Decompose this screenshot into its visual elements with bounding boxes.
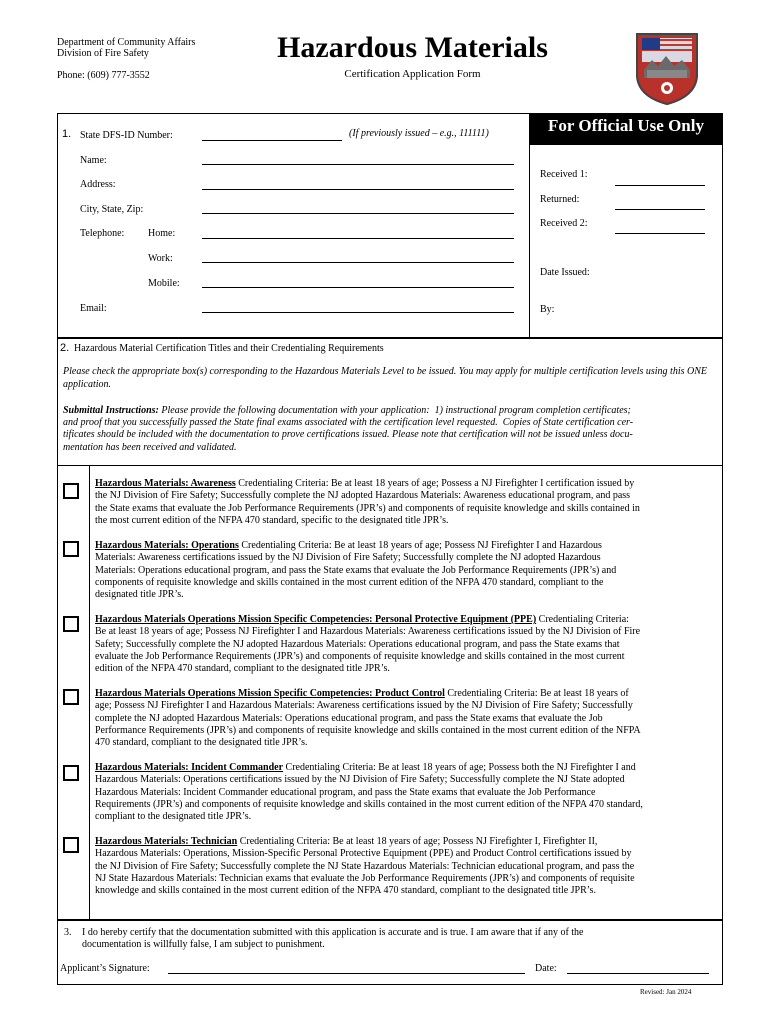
email-label: Email: <box>80 303 107 314</box>
cert-line: components of requisite knowledge and skills contained in the most current edition of the NFPA 470 standard, compliant to the <box>95 576 604 588</box>
received-1-label: Received 1: <box>540 169 588 180</box>
cert-title: Hazardous Materials Operations Mission Specific Competencies: Product Control <box>95 688 445 699</box>
cert-line: Credentialing Criteria: Be at least 18 years of <box>444 688 629 699</box>
returned-label: Returned: <box>540 194 580 205</box>
cert-line: the most current edition of the NFPA 470 standard, specific to the designated title JPR’s. <box>95 514 449 526</box>
cert-line: complete the NJ adopted Hazardous Materials: Operations educational program, and pass the State exams that evaluate the Job <box>95 712 603 724</box>
received-2-label: Received 2: <box>540 218 588 229</box>
cert-line: edition of the NFPA 470 standard, compliant to the designated title JPR’s. <box>95 663 390 675</box>
by-label: By: <box>540 304 555 315</box>
section-1-number: 1. <box>62 128 72 140</box>
cert-line: Requirements (JPR’s) and components of requisite knowledge and skills contained in the most current edition of the NFPA 470 standard, <box>95 798 643 810</box>
cert-line: age; Possess NJ Firefighter I and Hazardous Materials: Awareness certifications issued by the NJ Division of Fire Safety; Successfully <box>95 700 633 712</box>
statement-line-1: I do hereby certify that the documentation submitted with this application is accurate and is true. I am aware that if any of the <box>82 927 584 938</box>
cert-line: the State exams that evaluate the Job Performance Requirements (JPR’s) and components of requisite knowledge and skills contained in <box>95 502 640 514</box>
cert-line: Be at least 18 years of age; Possess NJ Firefighter I and Hazardous Materials: Awareness certifications issued by the NJ Division of Fire <box>95 626 641 638</box>
cert-ppe <box>95 614 720 675</box>
section-2-heading: Hazardous Material Certification Titles and their Credentialing Requirements <box>74 343 384 354</box>
cert-title: Hazardous Materials: Awareness <box>95 478 236 489</box>
received-2-field[interactable] <box>615 233 705 234</box>
phone-line <box>57 70 150 81</box>
cert-title: Hazardous Materials: Technician <box>95 836 238 847</box>
address-label: Address: <box>80 179 116 190</box>
awareness-checkbox[interactable] <box>63 483 79 499</box>
telephone-label: Telephone: <box>80 228 125 239</box>
address-field[interactable] <box>202 189 514 190</box>
date-issued-label: Date Issued: <box>540 267 590 278</box>
name-label: Name: <box>80 155 107 166</box>
cert-line: NJ State Hazardous Materials: Technician exams that evaluate the Job Performance Requirements (JPR’s) and components of requisite <box>95 872 635 884</box>
returned-field[interactable] <box>615 209 705 210</box>
ppe-checkbox[interactable] <box>63 616 79 632</box>
date-label: Date: <box>535 963 557 974</box>
section-divider <box>57 465 723 466</box>
cert-line: Hazardous Materials: Incident Commander educational program, and pass the State exams that evaluate the Job Performance <box>95 786 596 798</box>
revised-date: Revised: Jan 2024 <box>640 988 692 996</box>
page-title: Hazardous Materials <box>277 31 548 64</box>
cert-technician <box>95 836 720 897</box>
cert-title: Hazardous Materials Operations Mission Specific Competencies: Personal Protective Equipment (PPE) <box>95 614 537 625</box>
incident-commander-checkbox[interactable] <box>63 765 79 781</box>
submittal-line: mentation has been received and validated. <box>63 441 237 453</box>
cert-line: Credentialing Criteria: Be at least 18 years of age; Possess NJ Firefighter I and Hazardous <box>238 540 602 551</box>
cert-line: knowledge and skills contained in the most current edition of the NFPA 470 standard, compliant to the designated title JPR’s. <box>95 885 596 897</box>
home-phone-field[interactable] <box>202 238 514 239</box>
work-phone-field[interactable] <box>202 262 514 263</box>
phone-label: Phone: <box>57 70 85 81</box>
official-use-title: For Official Use Only <box>530 114 722 145</box>
email-field[interactable] <box>202 312 514 313</box>
page-subtitle: Certification Application Form <box>344 68 481 80</box>
date-field[interactable] <box>567 973 709 974</box>
work-phone-label: Work: <box>148 253 173 264</box>
statement-line-2: documentation is willfully false, I am subject to punishment. <box>82 939 325 950</box>
received-1-field[interactable] <box>615 185 705 186</box>
product-control-checkbox[interactable] <box>63 689 79 705</box>
cert-line: the NJ Division of Fire Safety; Successfully complete the NJ adopted Hazardous Materials: Awareness educational program, and pass <box>95 490 631 502</box>
cert-line: Safety; Successfully complete the NJ adopted Hazardous Materials: Operations educational program, and pass the State exams that <box>95 638 620 650</box>
submittal-label: Submittal Instructions: <box>63 405 159 416</box>
section-2-instructions: Please check the appropriate box(s) corresponding to the Hazardous Materials Level to be issued. You may apply for multiple certification levels using this ONE application. <box>63 366 707 390</box>
dfs-id-field[interactable] <box>202 140 342 141</box>
cert-operations <box>95 540 720 601</box>
cert-line: the NJ Division of Fire Safety; Successfully complete the NJ State Hazardous Materials: Technician educational program, and pass the <box>95 860 635 872</box>
cert-line: Hazardous Materials: Operations, Mission-Specific Personal Protective Equipment (PPE) and Product Control certifications issued by <box>95 848 632 860</box>
dfs-id-label: State DFS-ID Number: <box>80 130 173 141</box>
cert-line: Materials: Operations educational program, and pass the State exams that evaluate the Job Performance Requirements (JPR’s) and <box>95 564 617 576</box>
cert-line: Credentialing Criteria: Be at least 18 years of age; Possess both the NJ Firefighter I and <box>283 762 636 773</box>
phone-number: (609) 777-3552 <box>87 70 150 81</box>
section-2-number: 2. <box>60 342 70 354</box>
nj-fire-safety-seal-icon <box>632 26 702 106</box>
cert-line: Materials: Awareness certifications issued by the NJ Division of Fire Safety; Successfully complete the NJ adopted Hazardous <box>95 552 601 564</box>
cert-product-control <box>95 688 720 749</box>
cert-line: Credentialing Criteria: <box>536 614 629 625</box>
cert-line: Hazardous Materials: Operations certifications issued by the NJ Division of Fire Safety; Successfully complete the NJ State adopted <box>95 774 625 786</box>
technician-checkbox[interactable] <box>63 837 79 853</box>
signature-field[interactable] <box>168 973 525 974</box>
cert-line: 470 standard, compliant to the designated title JPR’s. <box>95 737 308 749</box>
submittal-line: Please provide the following documentation with your application: 1) instructional program completion certificates; <box>158 405 631 416</box>
cert-line: compliant to the designated title JPR’s. <box>95 811 252 823</box>
cert-title: Hazardous Materials: Incident Commander <box>95 762 284 773</box>
cert-line: Credentialing Criteria: Be at least 18 years of age; Possess a NJ Firefighter I certification issued by <box>235 478 635 489</box>
submittal-instructions <box>63 405 718 454</box>
cert-incident-commander <box>95 762 720 823</box>
operations-checkbox[interactable] <box>63 541 79 557</box>
mobile-phone-label: Mobile: <box>148 278 180 289</box>
cert-line: designated title JPR’s. <box>95 589 184 601</box>
submittal-line: and proof that you successfully passed the State final exams associated with the certification level requested. Copies of State certification cer- <box>63 417 634 429</box>
checkbox-column-divider <box>89 465 90 920</box>
cert-title: Hazardous Materials: Operations <box>95 540 239 551</box>
signature-label: Applicant’s Signature: <box>60 963 150 974</box>
department-name: Department of Community Affairs <box>57 37 196 48</box>
submittal-line: tificates should be included with the documentation to prove certifications issued. Please note that certification will not be issued unless docu- <box>63 429 633 441</box>
dfs-id-hint: (If previously issued – e.g., 111111) <box>349 128 489 139</box>
mobile-phone-field[interactable] <box>202 287 514 288</box>
division-name: Division of Fire Safety <box>57 48 149 59</box>
cert-line: Credentialing Criteria: Be at least 18 years of age; Possess NJ Firefighter I, Firefighter II, <box>237 836 598 847</box>
section-3-number: 3. <box>64 927 72 938</box>
cert-line: Performance Requirements (JPR’s) and components of requisite knowledge and skills contained in the most current edition of the NFPA <box>95 724 641 736</box>
home-phone-label: Home: <box>148 228 176 239</box>
cert-line: evaluate the Job Performance Requirements (JPR’s) and components of requisite knowledge and skills contained in the most current <box>95 650 625 662</box>
cert-awareness <box>95 478 720 527</box>
city-state-zip-field[interactable] <box>202 213 514 214</box>
city-state-zip-label: City, State, Zip: <box>80 204 144 215</box>
name-field[interactable] <box>202 164 514 165</box>
